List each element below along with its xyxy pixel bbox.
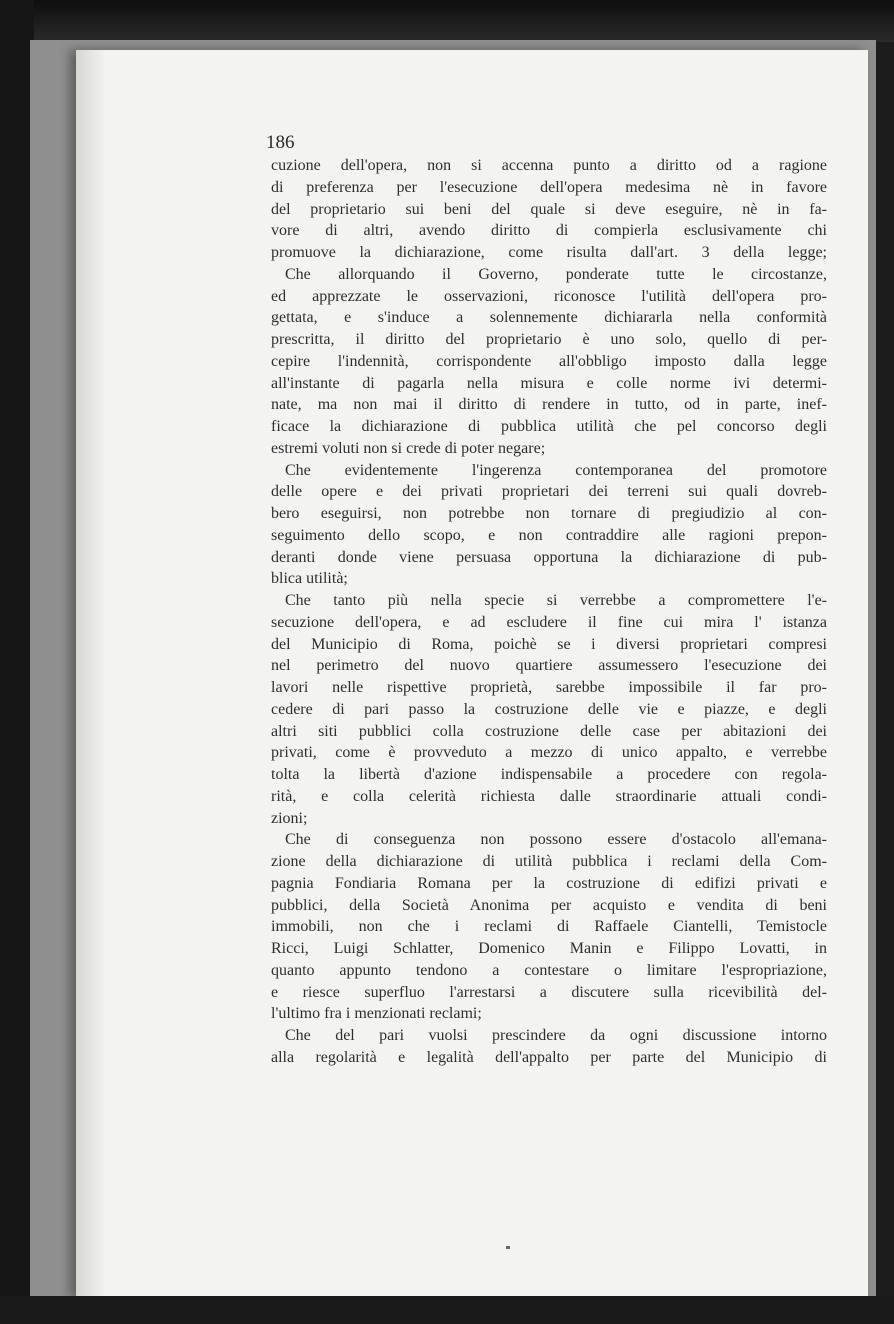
text-line: vore di altri, avendo diritto di compierla esclusivamente chi [271,222,827,240]
text-line: nate, ma non mai il diritto di rendere in tutto, od in parte, inef- [271,396,827,414]
text-line: pubblici, della Società Anonima per acquisto e vendita di beni [271,896,827,914]
text-line: Ricci, Luigi Schlatter, Domenico Manin e Filippo Lovatti, in [271,940,827,957]
text-line: zione della dichiarazione di utilità pubblica i reclami della Com- [271,853,827,870]
text-line: cedere di pari passo la costruzione delle vie e piazze, e degli [271,700,827,718]
text-line: altri siti pubblici colla costruzione delle case per abitazioni dei [271,722,827,740]
text-line: del proprietario sui beni del quale si deve eseguire, nè in fa- [271,200,827,218]
text-line: rità, e colla celerità richiesta dalle straordinarie attuali condi- [271,787,827,805]
text-line: immobili, non che i reclami di Raffaele Ciantelli, Temistocle [271,918,827,936]
text-line: Che evidentemente l'ingerenza contemporanea del promotore [285,461,827,479]
text-line: gettata, e s'induce a solennemente dichiararla nella conformità [271,309,827,327]
text-line: e riesce superfluo l'arrestarsi a discutere sulla ricevibilità del- [271,983,827,1001]
text-line: Che del pari vuolsi prescindere da ogni discussione intorno [285,1027,827,1044]
scan-background-top [0,0,894,42]
text-line: Che allorquando il Governo, ponderate tutte le circostanze, [285,265,827,283]
text-line: l'ultimo fra i menzionati reclami; [271,1005,482,1023]
text-line: deranti donde viene persuasa opportuna la dichiarazione di pub- [271,548,827,566]
text-line: di preferenza per l'esecuzione dell'opera medesima nè in favore [271,178,827,196]
text-line: prescritta, il diritto del proprietario è uno solo, quello di per- [271,331,827,348]
text-line: ed apprezzate le osservazioni, riconosce l'utilità dell'opera pro- [271,287,827,305]
paper-speck [506,1246,510,1249]
text-line: all'instante di pagarla nella misura e colle norme ivi determi- [271,374,827,392]
text-line: seguimento dello scopo, e non contraddire alle ragioni prepon- [271,526,827,544]
text-line: Che tanto più nella specie si verrebbe a compromettere l'e- [285,592,827,609]
text-line: Che di conseguenza non possono essere d'ostacolo all'emana- [285,831,827,849]
scan-background-bottom [0,1296,894,1324]
text-line: privati, come è provveduto a mezzo di unico appalto, e verrebbe [271,744,827,762]
page-text-body [271,155,827,1069]
text-line: pagnia Fondiaria Romana per la costruzione di edifizi privati e [271,874,827,892]
text-line: bero eseguirsi, non potrebbe non tornare di pregiudizio al con- [271,505,827,522]
text-line: blica utilità; [271,570,348,588]
text-line: tolta la libertà d'azione indispensabile a procedere con regola- [271,766,827,783]
page-gutter-shadow [76,50,106,1298]
text-line: lavori nelle rispettive proprietà, sarebbe impossibile il far pro- [271,679,827,696]
text-line: quanto appunto tendono a contestare o limitare l'espropriazione, [271,961,827,979]
text-line: alla regolarità e legalità dell'appalto per parte del Municipio di [271,1048,827,1066]
page-number: 186 [266,132,295,153]
text-line: delle opere e dei privati proprietari dei terreni sui quali dovreb- [271,483,827,501]
text-line: promuove la dichiarazione, come risulta dall'art. 3 della legge; [271,244,827,261]
text-line: del Municipio di Roma, poichè se i diversi proprietari compresi [271,635,827,653]
text-line: zioni; [271,809,308,827]
scan-background-left [0,0,34,1324]
text-line: cepire l'indennità, corrispondente all'obbligo imposto dalla legge [271,352,827,370]
text-line: secuzione dell'opera, e ad escludere il fine cui mira l' istanza [271,613,827,631]
text-line: nel perimetro del nuovo quartiere assumessero l'esecuzione dei [271,657,827,675]
text-line: ficace la dichiarazione di pubblica utilità che pel concorso degli [271,418,827,435]
text-line: cuzione dell'opera, non si accenna punto a diritto od a ragione [271,157,827,174]
text-line: estremi voluti non si crede di poter negare; [271,439,546,457]
